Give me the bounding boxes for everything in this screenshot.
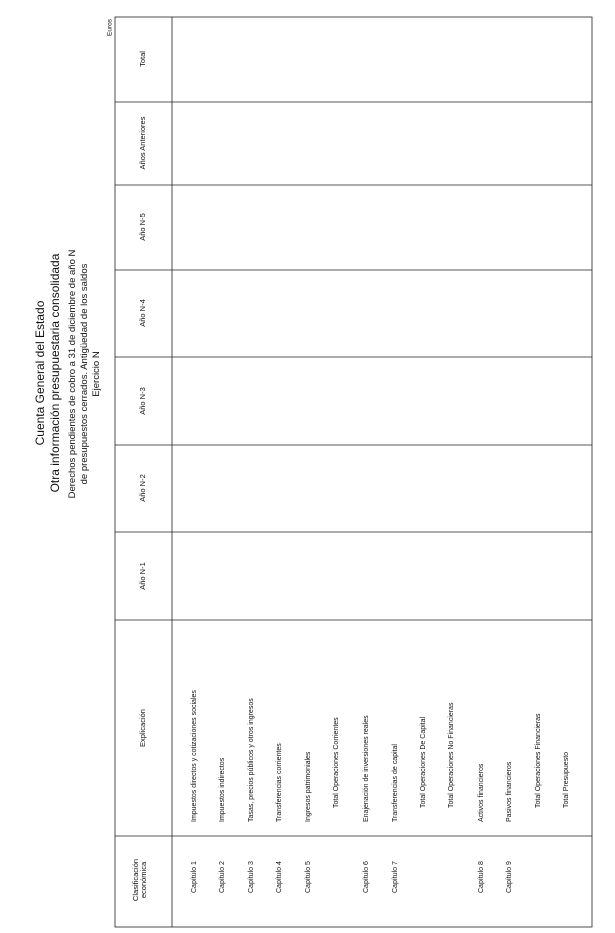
report-title-line1: Cuenta General del Estado: [33, 300, 47, 446]
col-header-clasificacion-line2: económica: [139, 861, 148, 899]
report-subtitle-line1: Derechos pendientes de cobro a 31 de diciembre de año N: [67, 249, 78, 499]
row-explicacion: Total Operaciones Corrientes: [333, 717, 340, 808]
col-header-anio-n2: Año N-2: [138, 474, 147, 502]
row-explicacion: Total Operaciones Financieras: [535, 713, 542, 808]
row-explicacion: Total Presupuesto: [563, 751, 570, 808]
row-explicacion: Activos financieros: [478, 763, 485, 822]
row-explicacion: Impuestos indirectos: [219, 757, 226, 822]
row-explicacion: Transferencias de capital: [392, 744, 399, 822]
row-explicacion: Enajenación de inversiones reales: [363, 715, 370, 822]
row-code: Capítulo 8: [478, 861, 485, 893]
row-code: Capítulo 5: [305, 861, 312, 893]
table-border: [115, 17, 592, 927]
col-header-anio-n5: Año N-5: [138, 213, 147, 241]
row-code: [447, 833, 457, 893]
report-title-line2: Otra información presupuestaria consolidada: [48, 253, 62, 493]
report-subtitle-line2: de presupuestos cerrados. Antigüedad de los saldos: [79, 263, 90, 485]
row-code: Capítulo 2: [219, 861, 226, 893]
row-code: Capítulo 9: [506, 861, 513, 893]
col-header-explicacion: Explicación: [138, 709, 147, 747]
currency-label: Euros: [106, 19, 114, 36]
row-explicacion: Transferencias corrientes: [276, 743, 283, 822]
col-header-clasificacion-line1: Clasificación: [131, 858, 140, 902]
col-header-total: Total: [138, 51, 147, 67]
row-code: Capítulo 4: [276, 861, 283, 893]
row-explicacion: Tasas, precios públicos y otros ingresos: [248, 698, 255, 822]
row-code: Capítulo 6: [363, 861, 370, 893]
row-code: Capítulo 7: [392, 861, 399, 893]
col-header-anio-n1: Año N-1: [138, 562, 147, 590]
report-subtitle-line3: Ejercicio N: [91, 351, 102, 397]
col-header-anio-n3: Año N-3: [138, 387, 147, 415]
row-code: [534, 833, 544, 893]
row-code: Capítulo 3: [248, 861, 255, 893]
row-explicacion: Total Operaciones No Financieras: [448, 702, 455, 808]
row-explicacion: Total Operaciones De Capital: [420, 716, 427, 808]
row-code: Capítulo 1: [191, 861, 198, 893]
col-header-anios-anteriores: Años Anteriores: [138, 116, 147, 170]
row-explicacion: Ingresos patrimoniales: [305, 751, 312, 822]
row-explicacion: Impuestos directos y cotizaciones sociales: [191, 690, 198, 822]
row-code: [562, 833, 572, 893]
row-code: [332, 833, 342, 893]
row-explicacion: Pasivos financieros: [506, 761, 513, 822]
row-code: [419, 833, 429, 893]
col-header-anio-n4: Año N-4: [138, 299, 147, 327]
